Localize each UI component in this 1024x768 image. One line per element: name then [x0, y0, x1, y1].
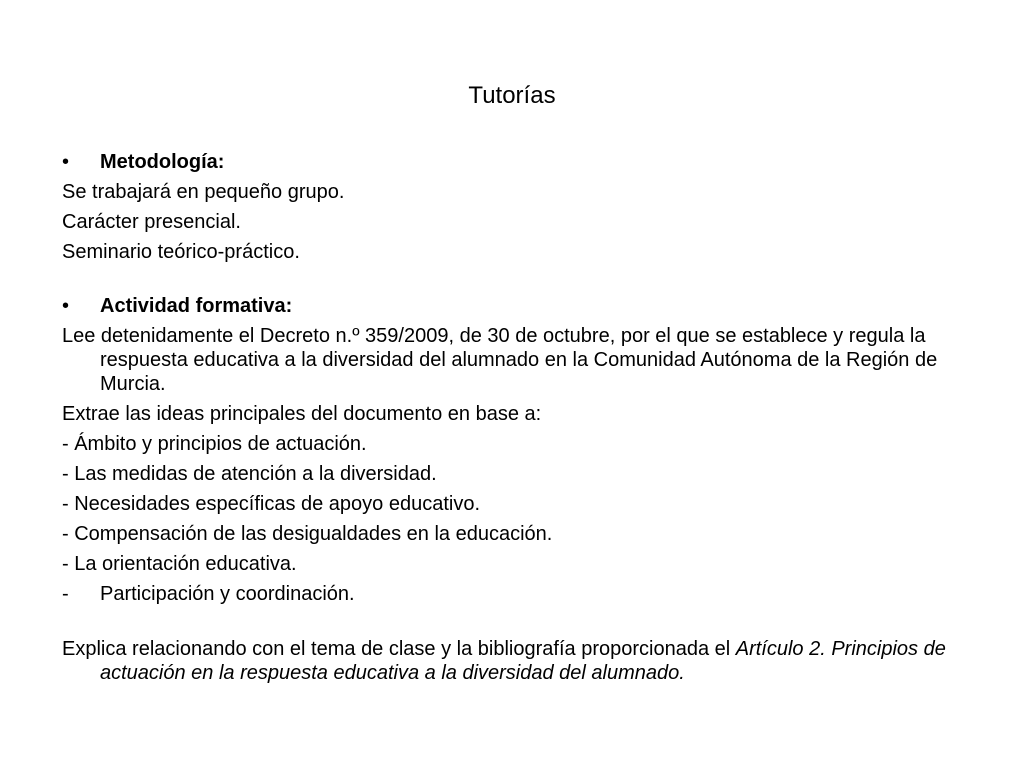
spacer — [62, 612, 982, 637]
list-item-text: Participación y coordinación. — [100, 583, 355, 605]
closing-italic-text: Artículo 2. Principios de actuación en la respuesta educativa a la diversidad del alumnado. — [100, 638, 946, 684]
closing-paragraph — [62, 637, 982, 685]
spacer — [62, 270, 982, 294]
text-line: Se trabajará en pequeño grupo. — [62, 181, 345, 203]
decree-paragraph: Lee detenidamente el Decreto n.º 359/2009, de 30 de octubre, por el que se establece y regula la respuesta educativa a la diversidad del alumnado en la Comunidad Autónoma de la Región de Murcia. — [62, 325, 938, 395]
heading-text: Metodología: — [100, 151, 225, 173]
list-item: - Compensación de las desigualdades en la educación. — [62, 523, 553, 545]
slide-body — [62, 150, 982, 691]
bullet-icon: • — [62, 295, 70, 317]
list-item: - Ámbito y principios de actuación. — [62, 433, 367, 455]
section-heading-metodologia — [62, 150, 982, 174]
text-line: Carácter presencial. — [62, 211, 241, 233]
list-item: - Necesidades específicas de apoyo educativo. — [62, 493, 481, 515]
bullet-icon: • — [62, 151, 70, 173]
closing-text: Explica relacionando con el tema de clase y la bibliografía proporcionada el — [62, 638, 736, 660]
list-item: - Las medidas de atención a la diversidad. — [62, 463, 437, 485]
heading-text: Actividad formativa: — [100, 295, 293, 317]
list-item: - La orientación educativa. — [62, 553, 297, 575]
section-heading-actividad — [62, 294, 982, 318]
text-line: Seminario teórico-práctico. — [62, 241, 300, 263]
intro-line: Extrae las ideas principales del documento en base a: — [62, 403, 542, 425]
dash-marker: - — [62, 583, 69, 605]
slide-title: Tutorías — [468, 82, 556, 109]
list-item — [62, 582, 982, 606]
